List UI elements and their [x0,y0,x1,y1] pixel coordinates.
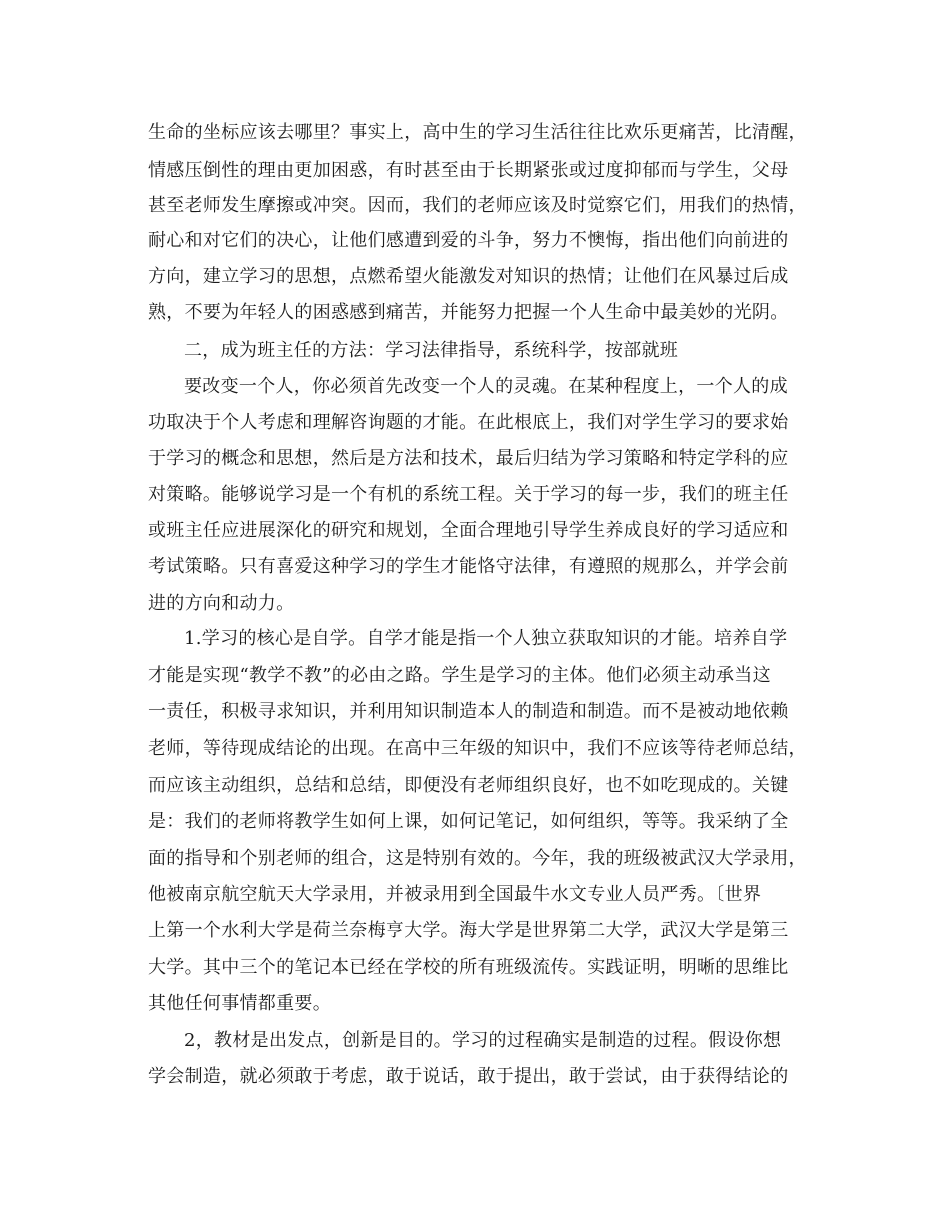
text-line: 考试策略。只有喜爱这种学习的学生才能恪守法律，有遵照的规那么，并学会前 [148,556,789,577]
text-line: 生命的坐标应该去哪里？事实上，高中生的学习生活往往比欢乐更痛苦，比清醒， [148,122,807,143]
text-line: 进的方向和动力。 [148,593,295,614]
text-line: 于学习的概念和思想，然后是方法和技术，最后归结为学习策略和特定学科的应 [148,448,789,469]
text-line: 情感压倒性的理由更加困惑，有时甚至由于长期紧张或过度抑郁而与学生，父母 [148,160,789,181]
text-line: 要改变一个人，你必须首先改变一个人的灵魂。在某种程度上，一个人的成 [184,376,788,397]
text-line: 耐心和对它们的决心，让他们感遭到爱的斗争，努力不懊悔，指出他们向前进的 [148,230,789,251]
text-line: 方向，建立学习的思想，点燃希望火能激发对知识的热情；让他们在风暴过后成 [148,266,789,287]
text-line: 1.学习的核心是自学。自学才能是指一个人独立获取知识的才能。培养自学 [184,628,788,649]
text-line: 2，教材是出发点，创新是目的。学习的过程确实是制造的过程。假设你想 [184,1030,782,1051]
text-line: 面的指导和个别老师的组合，这是特别有效的。今年，我的班级被武汉大学录用， [148,848,807,869]
text-line: 熟，不要为年轻人的困惑感到痛苦，并能努力把握一个人生命中最美妙的光阴。 [148,302,789,323]
text-line: 或班主任应进展深化的研究和规划，全面合理地引导学生养成良好的学习适应和 [148,520,789,541]
text-line: 学会制造，就必须敢于考虑，敢于说话，敢于提出，敢于尝试，由于获得结论的 [148,1066,789,1087]
text-line: 大学。其中三个的笔记本已经在学校的所有班级流传。实践证明，明晰的思维比 [148,957,789,978]
section-heading: 二，成为班主任的方法：学习法律指导，系统科学，按部就班 [184,340,679,361]
text-line: 他被南京航空航天大学录用，并被录用到全国最牛水文专业人员严秀。〔世界 [148,884,762,905]
text-line: 功取决于个人考虑和理解咨询题的才能。在此根底上，我们对学生学习的要求始 [148,412,789,433]
text-line: 老师，等待现成结论的出现。在高中三年级的知识中，我们不应该等待老师总结， [148,738,807,759]
text-line: 其他任何事情都重要。 [148,993,331,1014]
text-line: 上第一个水利大学是荷兰奈梅亨大学。海大学是世界第二大学，武汉大学是第三 [148,920,789,941]
text-line: 才能是实现“教学不教”的必由之路。学生是学习的主体。他们必须主动承当这 [148,665,771,686]
text-line: 对策略。能够说学习是一个有机的系统工程。关于学习的每一步，我们的班主任 [148,484,789,505]
text-line: 而应该主动组织，总结和总结，即便没有老师组织良好，也不如吃现成的。关键 [148,775,789,796]
text-line: 一责任，积极寻求知识，并利用知识制造本人的制造和制造。而不是被动地依赖 [148,701,789,722]
text-line: 甚至老师发生摩擦或冲突。因而，我们的老师应该及时觉察它们，用我们的热情， [148,195,807,216]
text-line: 是：我们的老师将教学生如何上课，如何记笔记，如何组织，等等。我采纳了全 [148,811,789,832]
